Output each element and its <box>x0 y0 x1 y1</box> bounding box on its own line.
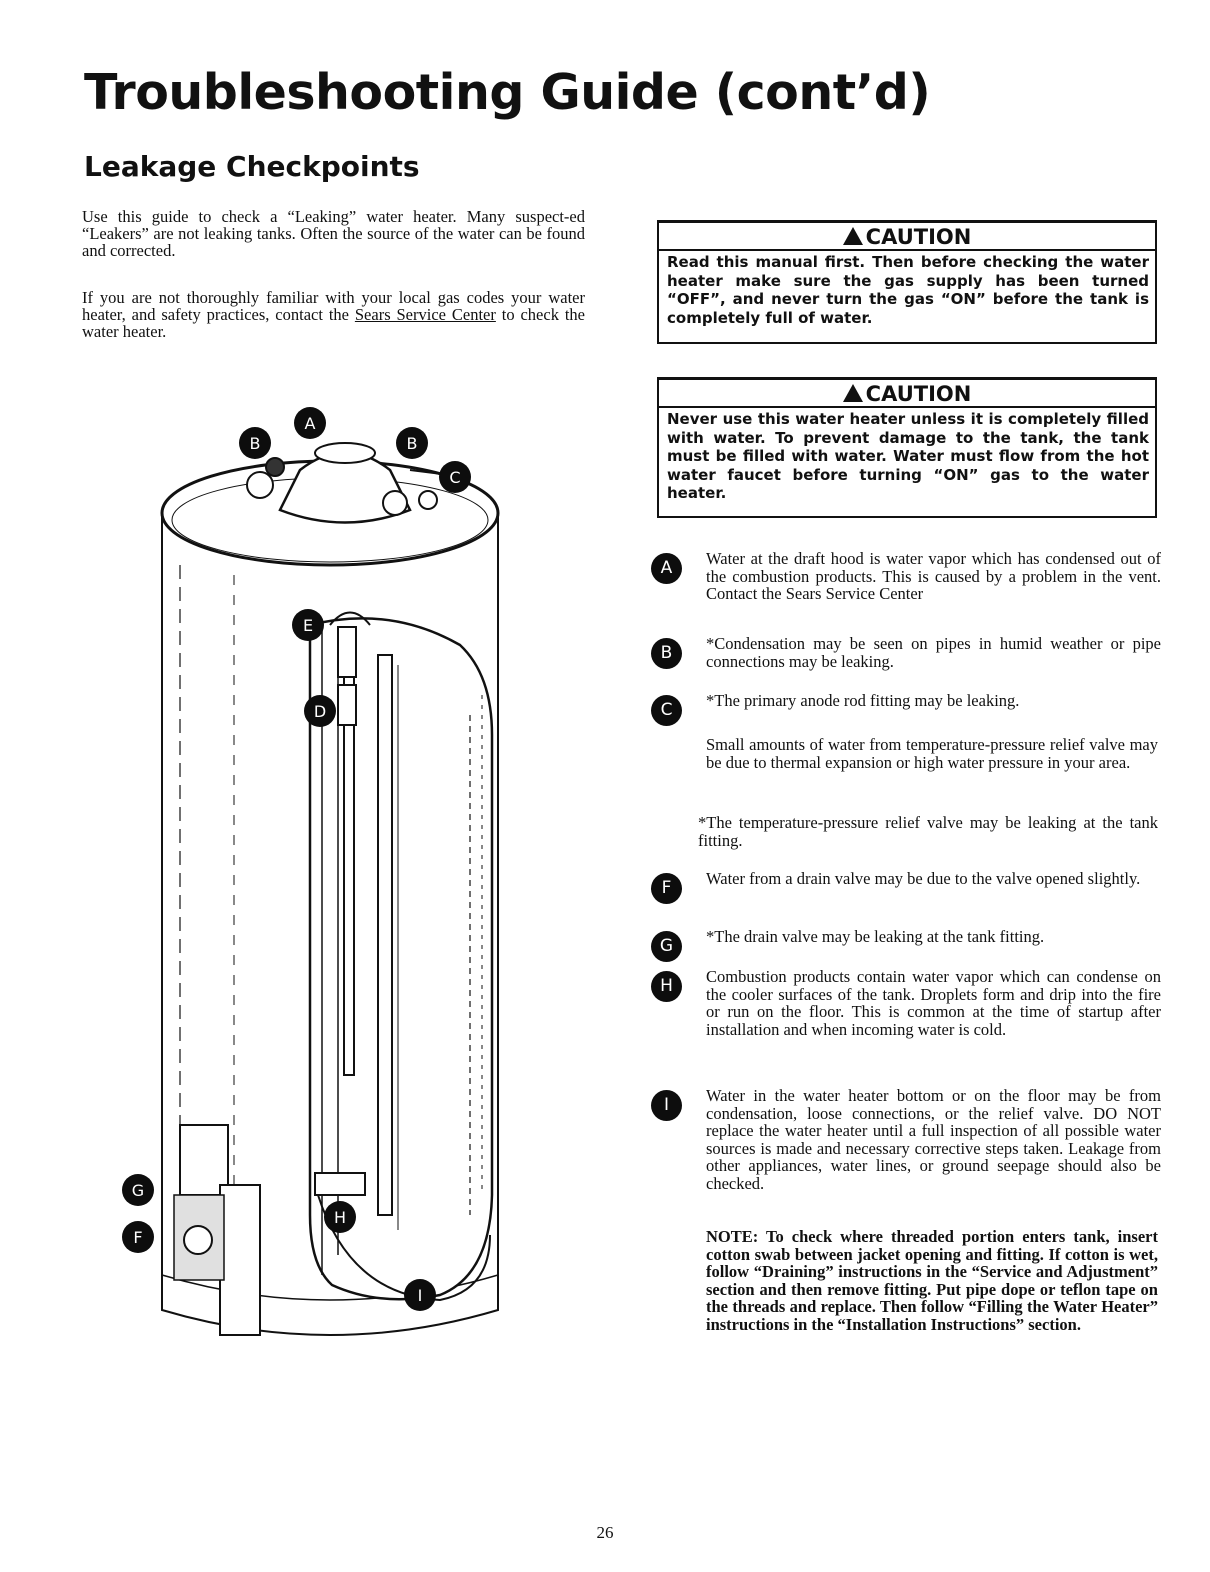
svg-text:H: H <box>333 1208 347 1227</box>
checkpoint-text: *The drain valve may be leaking at the tank fitting. <box>706 927 1045 946</box>
caution-label: CAUTION <box>865 225 972 249</box>
svg-text:A: A <box>304 414 316 433</box>
svg-text:I: I <box>417 1286 423 1305</box>
checkpoint-text: *Condensation may be seen on pipes in humid weather or pipe connections may be leaking. <box>706 634 1161 671</box>
water-heater-illustration <box>110 395 530 1355</box>
callout-g <box>122 1174 154 1206</box>
callout-f <box>122 1221 154 1253</box>
checkpoint-g <box>651 927 1161 956</box>
relief-valve-fitting-note: *The temperature-pressure relief valve may be leaking at the tank fitting. <box>698 813 1158 850</box>
callout-h <box>324 1201 356 1233</box>
badge-g: G <box>651 931 682 962</box>
checkpoint-h <box>651 968 1161 1038</box>
callout-d <box>304 695 336 727</box>
checkpoint-f <box>651 869 1161 898</box>
intro-text-after: to check the water heater. <box>82 305 585 341</box>
checkpoint-text: Water at the draft hood is water vapor which has condensed out of the combustion products. This is caused by a problem in the vent. Contact the Sears Service Center <box>706 549 1161 603</box>
callout-e <box>292 609 324 641</box>
badge-i: I <box>651 1090 682 1121</box>
callout-b-left <box>239 427 271 459</box>
checkpoint-text: Combustion products contain water vapor which can condense on the cooler surfaces of the tank. Droplets form and drip into the fire or run on the floor. This is common at the time of startup after installation and when incoming water is cold. <box>706 967 1161 1039</box>
checkpoint-b <box>651 635 1161 670</box>
caution-box-2 <box>657 377 1157 518</box>
svg-text:F: F <box>133 1228 143 1247</box>
intro-paragraph-service <box>82 289 585 340</box>
badge-b: B <box>651 638 682 669</box>
badge-c: C <box>651 695 682 726</box>
callout-c <box>439 461 471 493</box>
callout-b-right <box>396 427 428 459</box>
callout-i <box>404 1279 436 1311</box>
callout-a <box>294 407 326 439</box>
caution-header <box>659 223 1155 251</box>
intro-paragraph: Use this guide to check a “Leaking” water heater. Many suspect-ed “Leakers” are not leaking tanks. Often the source of the water can be found and corrected. <box>82 207 585 260</box>
draining-note: NOTE: To check where threaded portion enters tank, insert cotton swab between jacket opening and fitting. If cotton is wet, follow “Draining” instructions in the “Service and Adjustment” section and then remove fitting. Put pipe dope or teflon tape on the threads and replace. Then follow “Filling the Water Heater” instructions in the “Installation Instructions” section. <box>706 1227 1158 1334</box>
sears-service-center-link[interactable]: Sears Service Center <box>354 305 496 324</box>
relief-valve-note: Small amounts of water from temperature-pressure relief valve may be due to thermal expansion or high water pressure in your area. <box>706 735 1158 772</box>
svg-text:C: C <box>449 468 461 487</box>
caution-box-1 <box>657 220 1157 344</box>
caution-text: Never use this water heater unless it is completely filled with water. To prevent damage to the tank, the tank must be filled with water. Water must flow from the hot water faucet before turning “ON” gas to the water heater. <box>667 410 1149 502</box>
caution-label: CAUTION <box>865 382 972 406</box>
svg-text:E: E <box>302 616 314 635</box>
section-subtitle: Leakage Checkpoints <box>84 150 420 183</box>
caution-header <box>659 380 1155 408</box>
warning-icon <box>843 227 863 245</box>
checkpoint-i <box>651 1087 1161 1192</box>
svg-text:G: G <box>131 1181 145 1200</box>
badge-f: F <box>651 873 682 904</box>
svg-text:B: B <box>406 434 418 453</box>
checkpoint-c <box>651 691 1161 720</box>
badge-h: H <box>651 971 682 1002</box>
svg-text:D: D <box>313 702 327 721</box>
checkpoint-text: Water from a drain valve may be due to the valve opened slightly. <box>706 869 1141 888</box>
checkpoint-a <box>651 550 1161 603</box>
warning-icon <box>843 384 863 402</box>
checkpoint-text: Water in the water heater bottom or on the floor may be from condensation, loose connections, or the relief valve. DO NOT replace the water heater until a full inspection of all possible water sources is made and necessary corrective steps taken. Leakage from other appliances, water lines, or ground seepage should also be checked. <box>706 1086 1161 1193</box>
svg-text:B: B <box>249 434 261 453</box>
checkpoint-text: *The primary anode rod fitting may be leaking. <box>706 691 1020 710</box>
page-title: Troubleshooting Guide (cont’d) <box>84 64 931 121</box>
page-number: 26 <box>596 1523 614 1542</box>
intro-text-before: If you are not thoroughly familiar with your local gas codes your water heater, and safety practices, contact the <box>82 288 585 324</box>
badge-a: A <box>651 553 682 584</box>
caution-text: Read this manual first. Then before checking the water heater make sure the gas supply has been turned “OFF”, and never turn the gas “ON” before the tank is completely full of water. <box>667 253 1149 327</box>
